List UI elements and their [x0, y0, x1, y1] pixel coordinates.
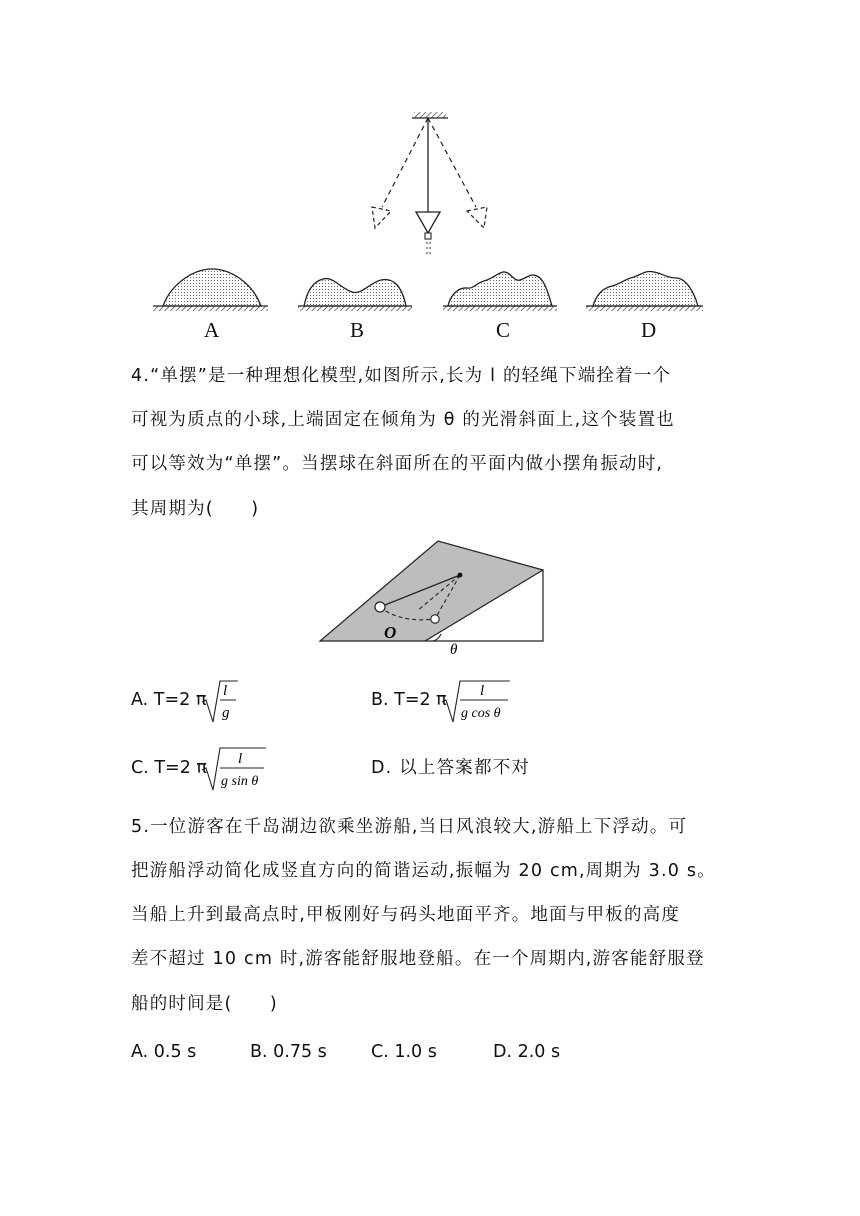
pile-label-d: D [641, 318, 657, 342]
q5-line-2: 把游船浮动简化成竖直方向的简谐运动,振幅为 20 cm,周期为 3.0 s。 [131, 861, 716, 881]
q4-option-b-sqrt [440, 676, 512, 726]
q5-line-5: 船的时间是( ) [131, 994, 278, 1014]
sand-pile-a [163, 269, 261, 306]
sand-pile-b [304, 279, 406, 306]
left-funnel [372, 207, 391, 228]
label-theta: θ [450, 642, 458, 658]
q5-option-c[interactable]: C. 1.0 s [371, 1042, 437, 1062]
pile-label-a: A [204, 318, 220, 342]
q4-option-b[interactable] [371, 688, 447, 712]
q4-option-c-sqrt [200, 743, 270, 795]
label-o: O [384, 623, 397, 642]
svg-text:l: l [223, 683, 228, 699]
q4-line-2: 可视为质点的小球,上端固定在倾角为 θ 的光滑斜面上,这个装置也 [131, 410, 675, 430]
q4-option-a-sqrt [200, 676, 240, 726]
q4-line-4: 其周期为( ) [131, 499, 260, 519]
q5-line-3: 当船上升到最高点时,甲板刚好与码头地面平齐。地面与甲板的高度 [131, 905, 681, 925]
pile-label-c: C [496, 318, 511, 342]
q4-option-a[interactable] [131, 688, 206, 712]
q4-option-b-prefix: B. T=2 π [371, 690, 447, 710]
svg-text:g cos θ: g cos θ [461, 706, 501, 721]
q4-option-c[interactable] [131, 756, 207, 780]
q4-option-a-prefix: A. T=2 π [131, 690, 207, 710]
sand-pile-d [593, 271, 698, 306]
q5-line-1: 5.一位游客在千岛湖边欲乘坐游船,当日风浪较大,游船上下浮动。可 [131, 817, 688, 837]
svg-text:l: l [480, 683, 485, 699]
funnel-pendulum-figure [0, 0, 860, 360]
svg-text:g sin θ: g sin θ [221, 774, 259, 789]
pendulum-ball-dashed [431, 615, 439, 623]
left-position-string [382, 118, 428, 207]
q4-line-1: 4.“单摆”是一种理想化模型,如图所示,长为 l 的轻绳下端拴着一个 [131, 366, 672, 386]
q5-line-4: 差不超过 10 cm 时,游客能舒服地登船。在一个周期内,游客能舒服登 [131, 949, 705, 969]
ceiling-support [414, 112, 446, 118]
q5-option-d[interactable]: D. 2.0 s [493, 1042, 561, 1062]
pivot-point [458, 573, 463, 578]
incline-plane [320, 541, 543, 641]
incline-pendulum-figure [300, 535, 560, 665]
sand-pile-c [448, 272, 552, 306]
q5-option-b[interactable]: B. 0.75 s [250, 1042, 327, 1062]
svg-text:g: g [222, 705, 230, 721]
right-funnel [467, 207, 487, 228]
q4-option-c-prefix: C. T=2 π [131, 758, 207, 778]
pendulum-ball [375, 602, 385, 612]
q5-option-a[interactable]: A. 0.5 s [131, 1042, 197, 1062]
q4-option-d[interactable]: D. 以上答案都不对 [371, 758, 531, 778]
right-position-string [428, 118, 476, 207]
q4-line-3: 可以等效为“单摆”。当摆球在斜面所在的平面内做小摆角振动时, [131, 454, 664, 474]
funnel [416, 212, 440, 233]
svg-text:l: l [238, 751, 243, 767]
pile-label-b: B [350, 318, 365, 342]
